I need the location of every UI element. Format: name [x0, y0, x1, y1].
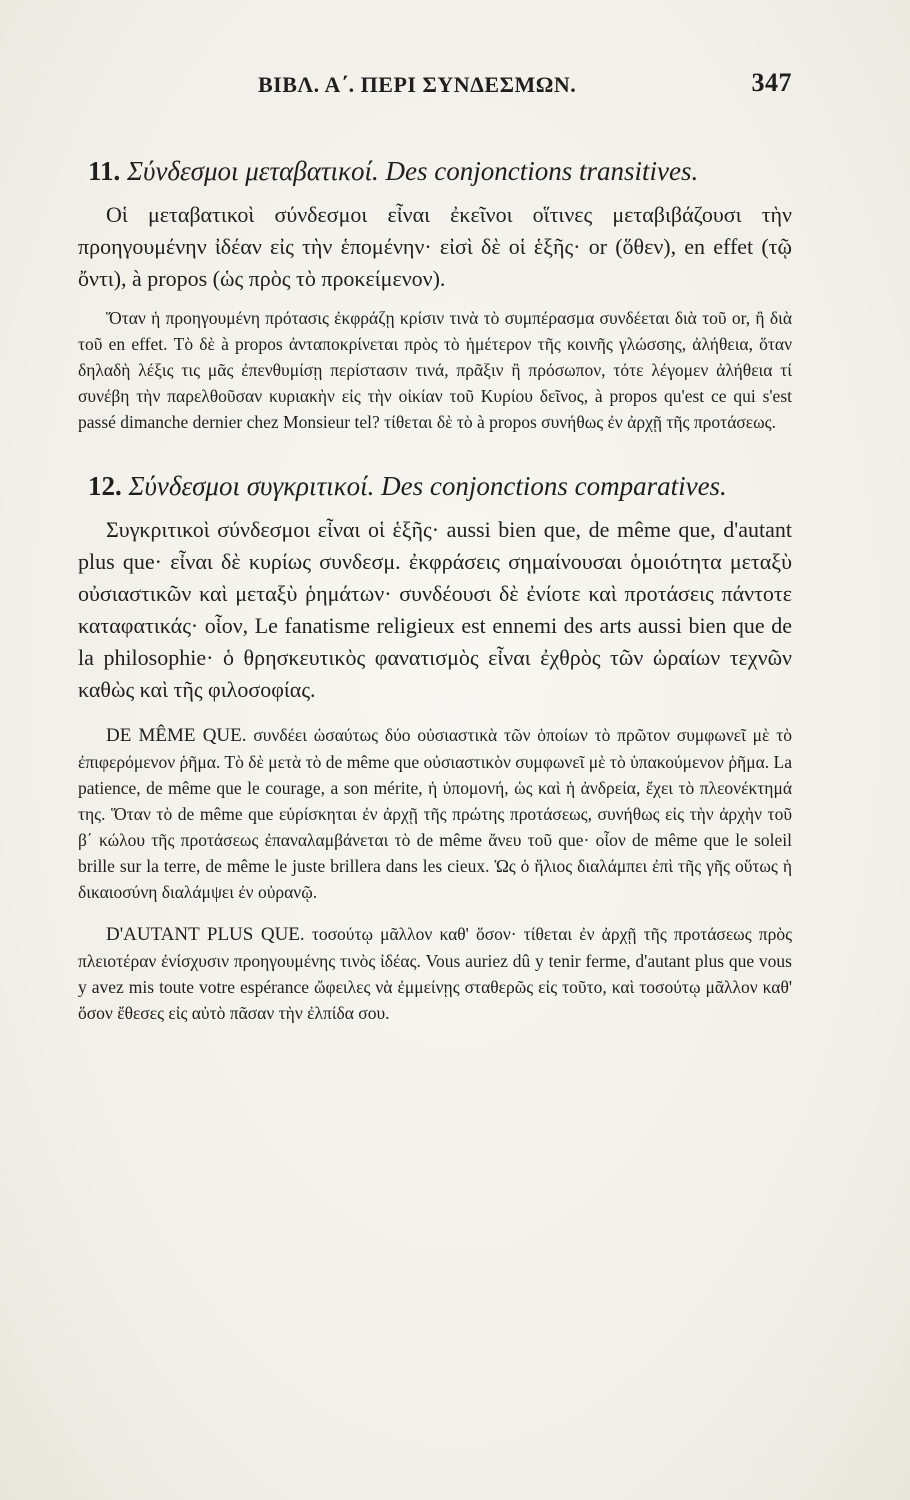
section-11-title-french: Des conjonctions transitives. [385, 156, 699, 186]
section-12-heading [88, 471, 792, 502]
page-content [78, 68, 792, 1026]
de-meme-que-text: συνδέει ὡσαύτως δύο οὐσιαστικὰ τῶν ὁποίων τὸ πρῶτον συμφωνεῖ μὲ τὸ ἐπιφερόμενον ῥῆμα. Τὸ δὲ μετὰ τὸ de même que οὐσιαστικὸν συμφωνεῖ μὲ τὸ ὑπακούμενον ῥῆμα. La patience, de même que le courage, a son mérite, ἡ ὑπομονή, ὡς καὶ ἡ ἀνδρεία, ἔχει τὸ πλεονέκτημά της. Ὅταν τὸ de même que εὑρίσκηται ἐν ἀρχῇ τῆς πρώτης προτάσεως, συνήθως εἰς τὴν ἀρχὴν τοῦ β΄ κώλου τῆς προτάσεως ἐπαναλαμβάνεται τὸ de même ἄνευ τοῦ que· οἷον de même que le soleil brille sur la terre, de même le juste brillera dans les cieux. Ὡς ὁ ἥλιος διαλάμπει ἐπὶ τῆς γῆς οὕτως ἡ δικαιοσύνη διαλάμψει ἐν οὐρανῷ. [78, 725, 792, 902]
section-11-heading [88, 156, 792, 187]
section-11-title-greek: Σύνδεσμοι μεταβατικοί. [127, 156, 379, 186]
page-header [78, 68, 792, 104]
section-11-number: 11. [88, 156, 121, 186]
de-meme-que-paragraph [78, 722, 792, 905]
d-autant-plus-que-paragraph [78, 921, 792, 1026]
d-autant-plus-que-heading: D'AUTANT PLUS QUE. [106, 924, 305, 945]
page-number: 347 [751, 68, 792, 97]
section-12-intro: Συγκριτικοὶ σύνδεσμοι εἶναι οἱ ἑξῆς· aussi bien que, de même que, d'autant plus que· εἶναι δὲ κυρίως συνδεσμ. ἐκφράσεις σημαίνουσαι ὁμοιότητα μεταξὺ οὐσιαστικῶν καὶ μεταξὺ ῥημάτων· συνδέουσι δὲ ἐνίοτε καὶ προτάσεις πάντοτε καταφατικάς· οἷον, Le fanatisme religieux est ennemi des arts aussi bien que de la philosophie· ὁ θρησκευτικὸς φανατισμὸς εἶναι ἐχθρὸς τῶν ὡραίων τεχνῶν καθὼς καὶ τῆς φιλοσοφίας. [78, 517, 792, 702]
section-12-title-french: Des conjonctions comparatives. [381, 471, 727, 501]
running-title: ΒΙΒΛ. Α΄. ΠΕΡΙ ΣΥΝΔΕΣΜΩΝ. [258, 72, 577, 97]
de-meme-que-heading: DE MÊME QUE. [106, 725, 247, 746]
section-11-intro: Οἱ μεταβατικοὶ σύνδεσμοι εἶναι ἐκεῖνοι οἵτινες μεταβιβάζουσι τὴν προηγουμένην ἰδέαν εἰς τὴν ἑπομένην· εἰσὶ δὲ οἱ ἑξῆς· or (ὅθεν), en effet (τῷ ὄντι), à propos (ὡς πρὸς τὸ προκείμενον). [78, 202, 792, 291]
section-12-number: 12. [88, 471, 122, 501]
section-12-title-greek: Σύνδεσμοι συγκριτικοί. [128, 471, 375, 501]
d-autant-plus-que-text: τοσούτῳ μᾶλλον καθ' ὅσον· τίθεται ἐν ἀρχῇ τῆς προτάσεως πρὸς πλειοτέραν ἐνίσχυσιν προηγουμένης τινὸς ἰδέας. Vous auriez dû y tenir ferme, d'autant plus que vous y avez mis toute votre espérance ὤφειλες νὰ ἐμμείνῃς σταθερῶς εἰς τοῦτο, καὶ τοσούτῳ μᾶλλον καθ' ὅσον ἔθεσες εἰς αὐτὸ πᾶσαν τὴν ἐλπίδα σου. [78, 924, 793, 1023]
section-11-note: Ὅταν ἡ προηγουμένη πρότασις ἐκφράζῃ κρίσιν τινὰ τὸ συμπέρασμα συνδέεται διὰ τοῦ or, ἢ διὰ τοῦ en effet. Τὸ δὲ à propos ἀνταποκρίνεται πρὸς τὸ ἡμέτερον τῆς κοινῆς γλώσσης, ἀλήθεια, ὅταν δηλαδὴ λέξις τις μᾶς ἐπενθυμίσῃ περίστασιν τινά, πρᾶξιν ἢ πρόσωπον, τότε λέγομεν ἀλήθεια τί συνέβη τὴν παρελθοῦσαν κυριακὴν εἰς τὴν οἰκίαν τοῦ Κυρίου δεῖνος, à propos qu'est ce qui s'est passé dimanche dernier chez Monsieur tel? τίθεται δὲ τὸ à propos συνήθως ἐν ἀρχῇ τῆς προτάσεως. [78, 308, 792, 432]
